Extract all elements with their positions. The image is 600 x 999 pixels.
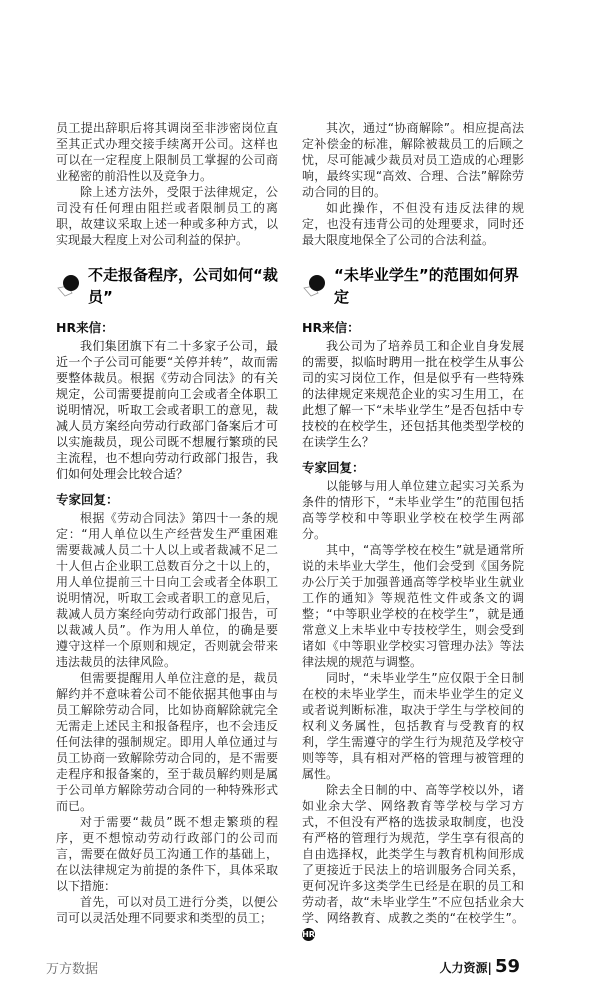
paragraph: 但需要提醒用人单位注意的是，裁员解约并不意味着公司不能依据其他事由与员工解除劳动合同，比如协商解除就完全无需走上述民主和报备程序，也不会违反任何法律的强制规定。即用人单位通过与员工协商一致解除劳动合同的，是不需要走程序和报备案的，至于裁员解约则是属于公司单方解除劳动合同的一种特殊形式而已。 xyxy=(56,671,278,813)
paragraph: 对于需要“裁员”既不想走繁琐的程序，更不想惊动劳动行政部门的公司而言，需要在做好员工沟通工作的基础上，在以法律规定为前提的条件下，具体采取以下措施： xyxy=(56,815,278,893)
paragraph: 以能够与用人单位建立起实习关系为条件的情形下，“未毕业学生”的范围包括高等学校和中等职业学校在校学生两部分。 xyxy=(302,479,524,541)
hr-end-badge-icon: HR xyxy=(302,930,315,939)
right-column xyxy=(302,120,524,942)
divider: | xyxy=(487,961,492,975)
question-text: 我们集团旗下有二十多家子公司，最近一个子公司可能要“关停并转”，故而需要整体裁员。根据《劳动合同法》的有关规定，公司需要提前向工会或者全体职工说明情况，听取工会或者职工的意见，裁减人员方案经向劳动行政部门备案后才可以实施裁员，现公司既不想履行繁琐的民主流程，也不想向劳动行政部门报告，我们如何处理会比较合适？ xyxy=(56,339,278,481)
expert-reply-label: 专家回复： xyxy=(56,492,119,507)
section-heading-row xyxy=(56,264,278,308)
left-column xyxy=(56,120,278,926)
columns xyxy=(0,120,600,942)
paragraph: 其次，通过“协商解除”。相应提高法定补偿金的标准，解除被裁员工的后顾之忧，尽可能减少裁员对员工造成的心理影响，最终实现“高效、合理、合法”解除劳动合同的目的。 xyxy=(302,121,524,199)
speech-bubble-icon xyxy=(56,274,82,298)
paragraph: 首先，可以对员工进行分类，以便公司可以灵活处理不同要求和类型的员工； xyxy=(56,895,278,925)
section-heading-layoff: 不走报备程序，公司如何“裁员” xyxy=(88,266,278,306)
page-number: 59 xyxy=(494,956,520,977)
paragraph: 其中，“高等学校在校生”就是通常所说的未毕业大学生，他们会受到《国务院办公厅关于加强普通高等学校毕业生就业工作的通知》等规范性文件或条文的调整；“中等职业学校的在校学生”，就是通常意义上未毕业中专技校学生，则会受到诸如《中等职业学校实习管理办法》等法律法规的规范与调整。 xyxy=(302,543,524,669)
paragraph: 根据《劳动合同法》第四十一条的规定：“用人单位以生产经营发生严重困难需要裁减人员二十人以上或者裁减不足二十人但占企业职工总数百分之十以上的，用人单位提前三十日向工会或者全体职工说明情况，听取工会或者职工的意见后，裁减人员方案经向劳动行政部门报告，可以裁减人员”。作为用人单位，的确是要遵守这样一个原则和规定，否则就会带来违法裁员的法律风险。 xyxy=(56,511,278,669)
paragraph: 员工提出辞职后将其调岗至非涉密岗位直至其正式办理交接手续离开公司。这样也可以在一定程度上限制员工掌握的公司商业秘密的前沿性以及竞争力。 xyxy=(56,121,278,183)
expert-answer xyxy=(302,478,524,942)
section-heading-students: “未毕业学生”的范围如何界定 xyxy=(334,266,519,306)
left-intro xyxy=(56,120,278,248)
speech-bubble-icon xyxy=(302,274,328,298)
hr-question xyxy=(56,338,278,482)
hr-letter-label: HR来信： xyxy=(56,320,114,335)
magazine-name: 人力资源 xyxy=(439,961,488,975)
section-heading-row xyxy=(302,264,524,308)
page-footer xyxy=(440,956,520,979)
paragraph xyxy=(302,782,524,942)
hr-letter-label: HR来信： xyxy=(302,320,360,335)
expert-reply-label: 专家回复： xyxy=(302,460,365,475)
expert-answer xyxy=(56,510,278,926)
paragraph: 除上述方法外，受限于法律规定，公司没有任何理由阻拦或者限制员工的离职，故建议采取上述一种或多种方式，以实现最大程度上对公司利益的保护。 xyxy=(56,185,278,247)
watermark: 万方数据 xyxy=(46,962,99,977)
paragraph: 如此操作，不但没有违反法律的规定，也没有违背公司的处理要求，同时还最大限度地保全了公司的合法利益。 xyxy=(302,201,524,247)
paragraph: 同时，“未毕业学生”应仅限于全日制在校的未毕业学生，而未毕业学生的定义或者说判断标准，取决于学生与学校间的权利义务属性，包括教育与受教育的权利，学生需遵守的学生行为规范及学校守则等等，具有相对严格的管理与被管理的属性。 xyxy=(302,671,524,781)
right-intro xyxy=(302,120,524,248)
hr-question xyxy=(302,338,524,450)
paragraph-text: 除去全日制的中、高等学校以外，诸如业余大学、网络教育等学校与学习方式，不但没有严格的选拔录取制度，也没有严格的管理行为规范，学生享有很高的自由选择权，此类学生与教育机构间形成了更接近于民法上的培训服务合同关系，更何况许多这类学生已经是在职的员工和劳动者，故“未毕业学生”不应包括业余大学、网络教育、成教之类的“在校学生”。 xyxy=(302,783,524,925)
page-footer-row xyxy=(0,956,600,979)
question-text: 我公司为了培养员工和企业自身发展的需要，拟临时聘用一批在校学生从事公司的实习岗位工作，但是似乎有一些特殊的法律规定来规范企业的实习生用工，在此想了解一下“未毕业学生”是否包括中专技校的在校学生，还包括其他类型学校的在读学生么？ xyxy=(302,339,524,449)
